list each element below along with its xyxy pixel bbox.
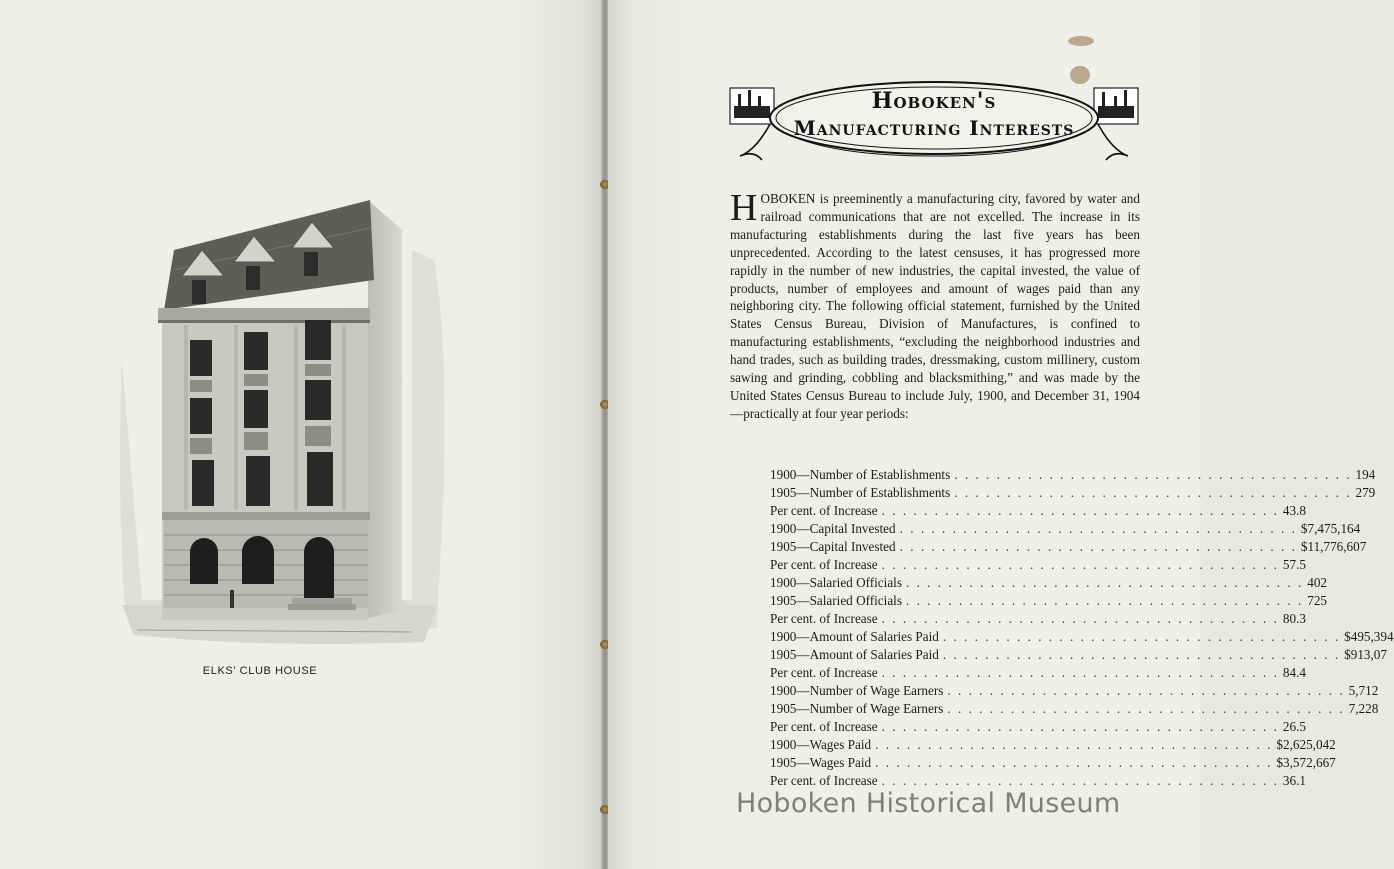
paper-stain: [1068, 36, 1094, 46]
stat-value: 279: [1355, 485, 1376, 500]
stat-value: 26.5: [1282, 719, 1306, 734]
stat-row: [770, 556, 1306, 574]
stat-row: [770, 700, 1379, 718]
stat-value: 36.1: [1282, 773, 1306, 788]
stat-label: 1900—Wages Paid: [770, 737, 872, 752]
header-title-line2: Manufacturing Interests: [793, 116, 1075, 140]
stat-row: [770, 610, 1306, 628]
stat-leader-dots: . . . . . . . . . . . . . . . . . . . . . . . . . . . . . . . . . . . . . .: [875, 755, 1273, 770]
stat-leader-dots: . . . . . . . . . . . . . . . . . . . . . . . . . . . . . . . . . . . . . .: [881, 665, 1279, 680]
stat-value: 725: [1307, 593, 1328, 608]
stat-leader-dots: . . . . . . . . . . . . . . . . . . . . . . . . . . . . . . . . . . . . . .: [942, 629, 1341, 644]
stat-row: [770, 592, 1328, 610]
stat-value: 84.4: [1282, 665, 1306, 680]
stat-leader-dots: . . . . . . . . . . . . . . . . . . . . . . . . . . . . . . . . . . . . . .: [875, 737, 1273, 752]
stat-leader-dots: . . . . . . . . . . . . . . . . . . . . . . . . . . . . . . . . . . . . . .: [881, 719, 1279, 734]
stat-value: 57.5: [1282, 557, 1306, 572]
stat-leader-dots: . . . . . . . . . . . . . . . . . . . . . . . . . . . . . . . . . . . . . .: [905, 593, 1304, 608]
stat-row: [770, 754, 1336, 772]
stat-label: 1905—Wages Paid: [770, 755, 872, 770]
stat-value: 194: [1355, 467, 1376, 482]
stat-leader-dots: . . . . . . . . . . . . . . . . . . . . . . . . . . . . . . . . . . . . . .: [881, 773, 1279, 788]
stat-value: $3,572,667: [1276, 755, 1336, 770]
stat-value: 7,228: [1348, 701, 1379, 716]
stat-row: [770, 718, 1306, 736]
stat-label: 1905—Number of Wage Earners: [770, 701, 944, 716]
stat-leader-dots: . . . . . . . . . . . . . . . . . . . . . . . . . . . . . . . . . . . . . .: [954, 467, 1352, 482]
body-text: OBOKEN is preeminently a manufacturing city, favored by water and railroad communications that are not excelled. The increase in its manufacturing establishments during the last five years has been unprecedented. According to the latest censuses, it has progressed more rapidly in the number of new industries, the capital invested, the value of products, number of employees and amount of wages paid than any neighboring city. The following official statement, furnished by the United States Census Bureau, Division of Manufactures, is confined to manufacturing establishments, “excluding the neighborhood industries and hand trades, such as building trades, dressmaking, custom millinery, custom sawing and grinding, cobbling and blacksmithing,” and was made by the United States Census Bureau to include July, 1900, and December 31, 1904—practically at four year periods:: [730, 191, 1140, 421]
stat-label: Per cent. of Increase: [770, 773, 878, 788]
stat-value: $2,625,042: [1276, 737, 1336, 752]
left-page: [0, 0, 602, 869]
stat-leader-dots: . . . . . . . . . . . . . . . . . . . . . . . . . . . . . . . . . . . . . .: [881, 503, 1279, 518]
illustration-caption: ELKS' CLUB HOUSE: [202, 665, 318, 677]
statistics-list: [770, 466, 1394, 790]
body-paragraph: [730, 187, 1140, 423]
stat-leader-dots: . . . . . . . . . . . . . . . . . . . . . . . . . . . . . . . . . . . . . .: [899, 521, 1297, 536]
stat-value: 43.8: [1282, 503, 1306, 518]
stat-leader-dots: . . . . . . . . . . . . . . . . . . . . . . . . . . . . . . . . . . . . . .: [881, 557, 1279, 572]
stat-leader-dots: . . . . . . . . . . . . . . . . . . . . . . . . . . . . . . . . . . . . . .: [954, 485, 1352, 500]
stat-label: Per cent. of Increase: [770, 719, 878, 734]
stat-row: [770, 484, 1376, 502]
header-title-line1: Hoboken's: [871, 88, 997, 114]
stat-label: Per cent. of Increase: [770, 611, 878, 626]
stat-label: Per cent. of Increase: [770, 503, 878, 518]
stat-leader-dots: . . . . . . . . . . . . . . . . . . . . . . . . . . . . . . . . . . . . . .: [881, 611, 1279, 626]
stat-row: [770, 520, 1361, 538]
stat-label: 1900—Number of Establishments: [770, 467, 951, 482]
stat-label: 1900—Number of Wage Earners: [770, 683, 944, 698]
stat-value: $11,776,607: [1300, 539, 1367, 554]
stat-row: [770, 664, 1306, 682]
drop-cap: H: [730, 187, 758, 229]
stat-row: [770, 646, 1387, 664]
museum-watermark: Hoboken Historical Museum: [736, 788, 1121, 819]
stat-row: [770, 502, 1306, 520]
building-illustration: [112, 180, 452, 650]
stat-label: Per cent. of Increase: [770, 665, 878, 680]
stat-leader-dots: . . . . . . . . . . . . . . . . . . . . . . . . . . . . . . . . . . . . . .: [942, 647, 1341, 662]
stat-row: [770, 682, 1379, 700]
stat-value: 5,712: [1348, 683, 1379, 698]
stat-leader-dots: . . . . . . . . . . . . . . . . . . . . . . . . . . . . . . . . . . . . . .: [947, 683, 1345, 698]
stat-row: [770, 574, 1328, 592]
stat-value: $7,475,164: [1300, 521, 1361, 536]
stat-label: Per cent. of Increase: [770, 557, 878, 572]
stat-label: 1900—Amount of Salaries Paid: [770, 629, 939, 644]
stat-value: $913,07: [1344, 647, 1387, 662]
stat-row: [770, 628, 1394, 646]
stat-leader-dots: . . . . . . . . . . . . . . . . . . . . . . . . . . . . . . . . . . . . . .: [899, 539, 1297, 554]
stat-label: 1905—Salaried Officials: [770, 593, 902, 608]
section-header: [726, 80, 1142, 164]
stat-value: 80.3: [1282, 611, 1306, 626]
stat-leader-dots: . . . . . . . . . . . . . . . . . . . . . . . . . . . . . . . . . . . . . .: [947, 701, 1345, 716]
stat-value: 402: [1307, 575, 1328, 590]
stat-label: 1900—Capital Invested: [770, 521, 896, 536]
stat-row: [770, 538, 1367, 556]
stat-leader-dots: . . . . . . . . . . . . . . . . . . . . . . . . . . . . . . . . . . . . . .: [905, 575, 1304, 590]
stat-label: 1905—Amount of Salaries Paid: [770, 647, 939, 662]
stat-label: 1900—Salaried Officials: [770, 575, 902, 590]
stat-row: [770, 466, 1376, 484]
stat-row: [770, 736, 1336, 754]
stat-value: $495,394: [1344, 629, 1394, 644]
stat-label: 1905—Capital Invested: [770, 539, 896, 554]
stat-label: 1905—Number of Establishments: [770, 485, 951, 500]
